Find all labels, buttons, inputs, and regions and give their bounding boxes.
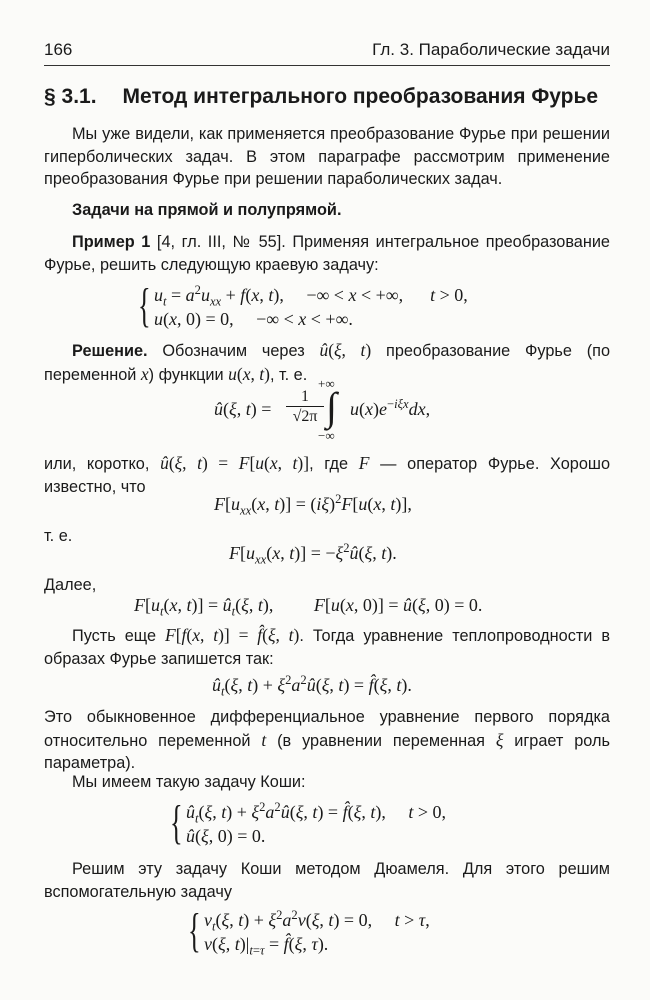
formula-fourier-uxx-result: $F[u_{xx}(x$, $t)] = -\xi^2û(\xi$, t).	[229, 541, 397, 567]
operator-paragraph: или, коротко, û(ξ, t) = F[u(x, t)], где F — оператор Фурье. Хорошо известно, что	[44, 453, 610, 496]
subsection-heading: Задачи на прямой и полупрямой.	[72, 201, 342, 219]
solution-paragraph: Решение. Обозначим через û(ξ, t) преобразование Фурье (по переменной x) функции u(x, t), т. е.	[44, 340, 611, 384]
duhamel-paragraph: Решим эту задачу Коши методом Дюамеля. Для этого решим вспомогательную задачу	[44, 860, 610, 901]
running-title: Гл. 3. Параболические задачи	[372, 40, 610, 59]
page-header	[44, 38, 610, 66]
section-title: Метод интегрального преобразования Фурье	[122, 85, 599, 108]
fourier-transform-formula: û(ξ, t) = 1 √2π +∞ ∫ −∞ $u(x)e^{-i\xi x}dx$,	[214, 376, 431, 443]
intro-paragraph: Мы уже видели, как применяется преобразование Фурье при решении гиперболических задач. В этом параграфе рассмотрим применение преобразования Фурье при решении параболических задач.	[44, 125, 610, 188]
header-rule	[44, 65, 610, 66]
book-page: 166 Гл. 3. Параболические задачи § 3.1. Метод интегрального преобразования Фурье Мы уже видели, как применяется преобразование Фурье при решении гиперболических задач. В этом параграфе рассмотрим применение преобразования Фурье при решении параболических задач. Задачи на прямой и полупрямой. Пример 1 [4, гл. III, № 55]. Применяя интегральное преобразование Фурье, решить следующую краевую задачу: { $u_t = a^2u_{xx} + f(x$, t), −∞ < x < +∞, t > 0, u(x, 0) = 0, −∞ < x < +∞. Решение. Обозначим через û(ξ, t) преобразование Фурье (по переменной x) функции u(x, t), т. е. û(ξ, t) = 1 √2π +∞ ∫ −∞ $u(x)e^{-i\xi x}dx$, или, коротко, û(ξ, t) = F[u(x, t)], где F — оператор Фурье. Хорошо известно, что $F[u_{xx}(x$, $t)] = (i\xi)^2F[u(x$, t)], т. е. $F[u_{xx}(x$, $t)] = -\xi^2û(\xi$, t). Далее, $F[u_t(x$, $t)] = û_t(\xi$, t), F[u(x, 0)] = û(ξ, 0) = 0. Пусть еще F[f(x, t)] = f̂(ξ, t). Тогда уравнение теплопроводности в образах Фурье запишется так: $û_t(\xi$, $t) + \xi^2a^2û(\xi$, t) = f̂(ξ, t). Это обыкновенное дифференциальное уравнение первого порядка относительно переменной t (в уравнении переменная ξ играет роль параметра). Мы имеем такую задачу Коши: { $û_t(\xi$, $t) + \xi^2a^2û(\xi$, t) = f̂(ξ, t), t > 0, û(ξ, 0) = 0. Решим эту задачу Коши методом Дюамеля. Для этого решим вспомогательную задачу { $v_t(\xi$, $t) + \xi^2a^2v(\xi$, t) = 0, t > τ, v(ξ, $t)|_{t=\tau}$ = f̂(ξ, τ).	[44, 40, 611, 958]
example-label: Пример 1	[72, 233, 151, 251]
dalee-label: Далее,	[44, 576, 97, 594]
solution-label: Решение.	[72, 342, 148, 360]
section-heading	[44, 84, 598, 110]
formula-fourier-ut-and-initial: $F[u_t(x$, $t)] = û_t(\xi$, t), F[u(x, 0)] = û(ξ, 0) = 0.	[134, 595, 483, 619]
example-paragraph	[44, 231, 610, 276]
formula-transformed-equation: $û_t(\xi$, $t) + \xi^2a^2û(\xi$, t) = f̂(ξ, t).	[212, 673, 412, 699]
section-number: § 3.1.	[44, 85, 97, 108]
te-label: т. е.	[44, 527, 73, 545]
example-text: [4, гл. III, № 55]. Применяя интегральное преобразование Фурье, решить следующую краевую задачу:	[44, 233, 610, 274]
page-number: 166	[44, 40, 73, 59]
cauchy-paragraph: Мы имеем такую задачу Коши:	[72, 773, 306, 791]
formula-fourier-uxx: $F[u_{xx}(x$, $t)] = (i\xi)^2F[u(x$, t)],	[214, 492, 412, 518]
heat-equation-paragraph: Пусть еще F[f(x, t)] = f̂(ξ, t). Тогда уравнение теплопроводности в образах Фурье запишется так:	[44, 625, 611, 668]
ode-paragraph: Это обыкновенное дифференциальное уравнение первого порядка относительно переменной t (в уравнении переменная ξ играет роль параметра).	[44, 708, 610, 772]
